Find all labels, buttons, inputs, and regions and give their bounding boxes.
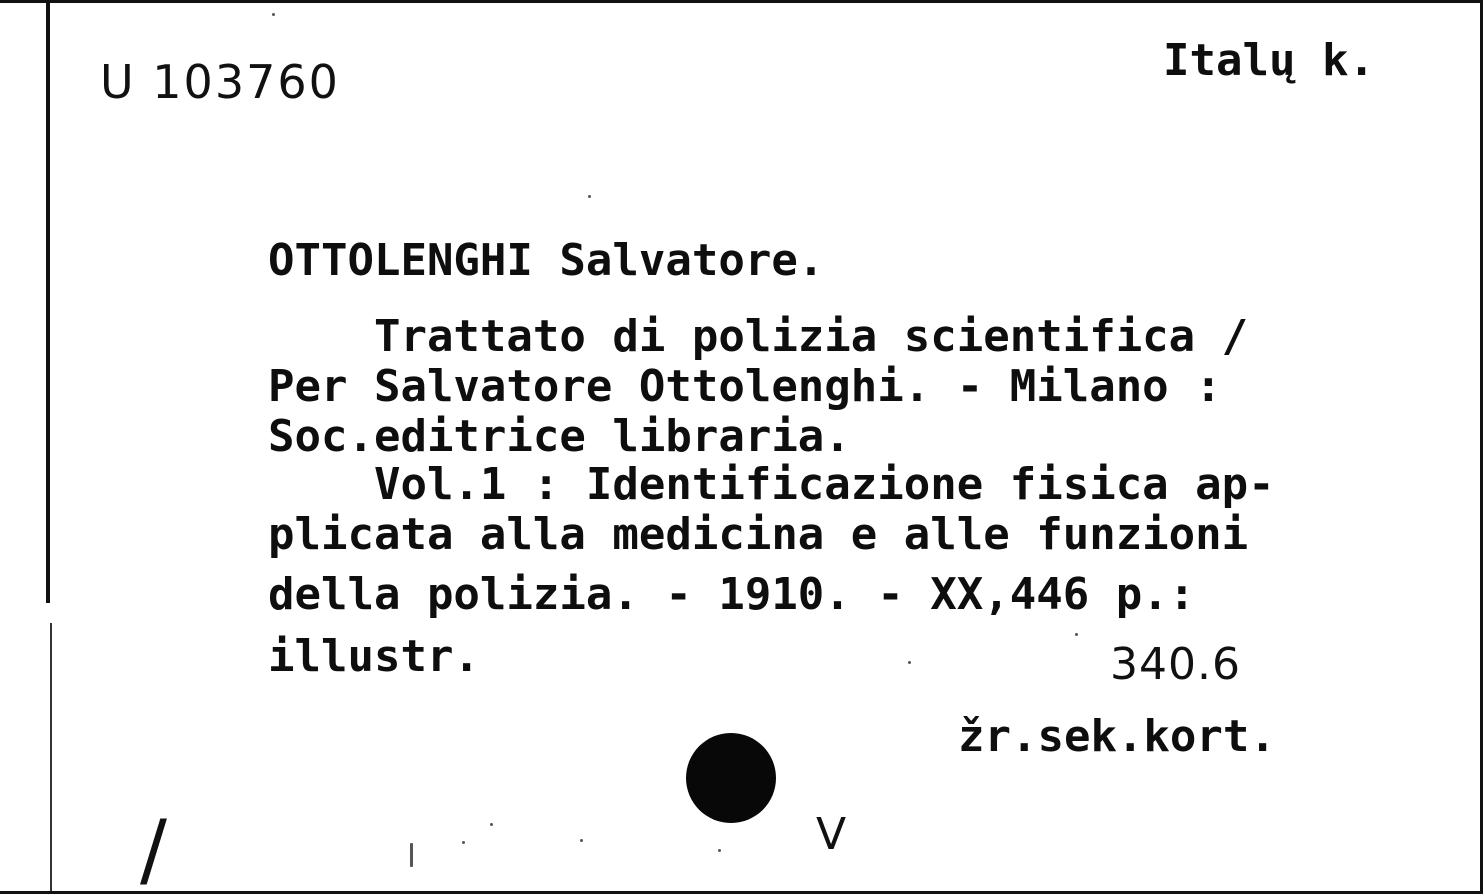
description-line: Trattato di polizia scientifica / [268,311,1249,362]
see-also-note: žr.sek.kort. [958,711,1276,762]
check-mark: V [816,809,847,860]
classification-number: 340.6 [1110,639,1241,690]
speck [410,843,413,867]
speck [272,13,275,16]
speck [462,841,465,844]
speck [908,661,911,664]
author-heading: OTTOLENGHI Salvatore. [268,235,825,286]
description-line: Vol.1 : Identificazione fisica ap- [268,459,1275,510]
description-line: Per Salvatore Ottolenghi. - Milano : [268,361,1222,412]
description-line: Soc.editrice libraria. [268,411,851,462]
card-left-edge-lower [50,623,52,893]
punch-hole [686,733,776,823]
description-line: illustr. [268,631,480,682]
description-line: plicata alla medicina e alle funzioni [268,509,1249,560]
slash-mark: / [140,803,167,894]
call-number: U 103760 [100,55,340,109]
speck [1075,633,1078,636]
speck [588,195,591,198]
speck [490,823,493,826]
description-line: della polizia. - 1910. - XX,446 p.: [268,569,1196,620]
card-left-edge [46,3,50,603]
speck [718,849,721,852]
speck [580,839,583,842]
language-section: Italų k. [1163,35,1375,86]
